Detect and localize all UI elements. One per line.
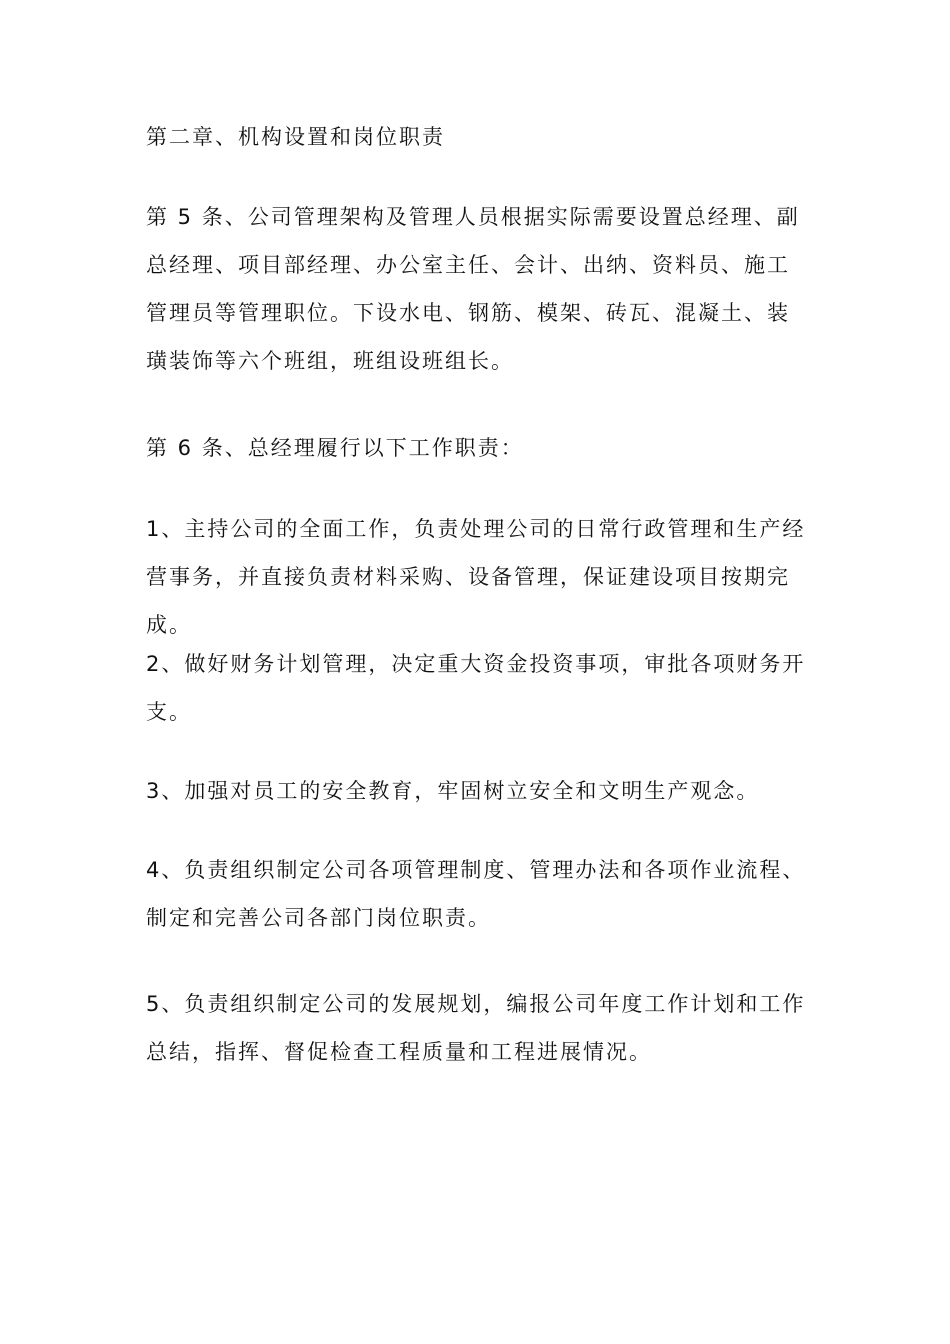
duty-item-4: 4、负责组织制定公司各项管理制度、管理办法和各项作业流程、制定和完善公司各部门岗位职责。 bbox=[146, 858, 806, 930]
chapter-title: 第二章、机构设置和岗位职责 bbox=[146, 125, 445, 149]
duty-item-1: 1、主持公司的全面工作，负责处理公司的日常行政管理和生产经营事务，并直接负责材料采购、设备管理，保证建设项目按期完成。 bbox=[146, 517, 806, 637]
duty-item-2: 2、做好财务计划管理，决定重大资金投资事项，审批各项财务开支。 bbox=[146, 652, 806, 724]
article-5-paragraph: 第 5 条、公司管理架构及管理人员根据实际需要设置总经理、副总经理、项目部经理、办公室主任、会计、出纳、资料员、施工管理员等管理职位。下设水电、钢筋、模架、砖瓦、混凝土、装璜装饰等六个班组，班组设班组长。 bbox=[146, 205, 800, 373]
duty-item-3: 3、加强对员工的安全教育，牢固树立安全和文明生产观念。 bbox=[146, 779, 760, 803]
duty-item-5: 5、负责组织制定公司的发展规划，编报公司年度工作计划和工作总结，指挥、督促检查工程质量和工程进展情况。 bbox=[146, 992, 806, 1064]
article-6-heading: 第 6 条、总经理履行以下工作职责： bbox=[146, 436, 524, 460]
